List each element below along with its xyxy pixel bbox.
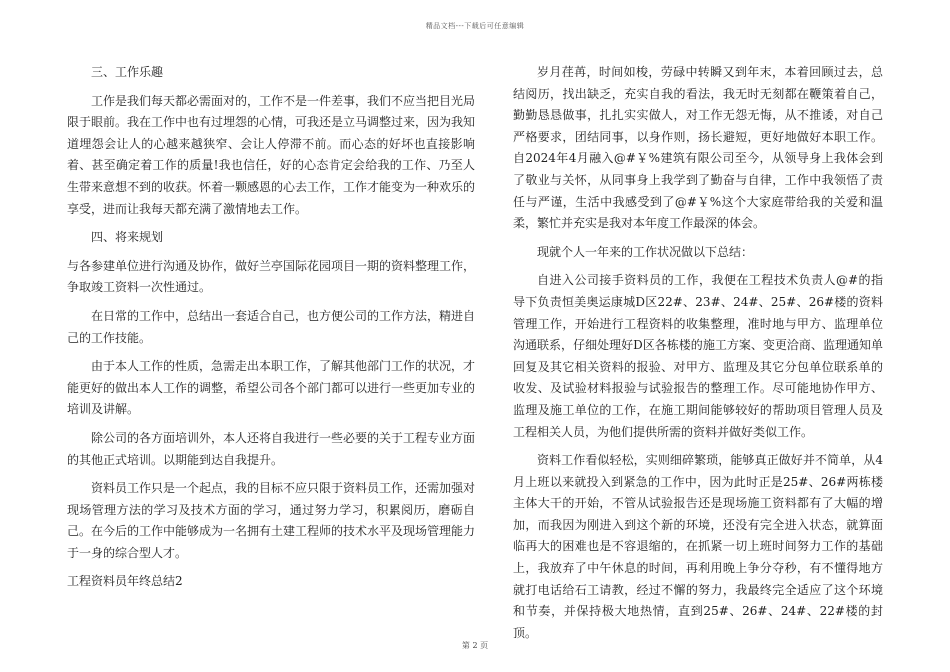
paragraph: 工作是我们每天都必需面对的，工作不是一件差事，我们不应当把目光局限于眼前。我在工作中也有过埋怨的心情，可我还是立马调整过来，因为我知道埋怨会让人的心越来越狭窄、会让人停滞不前。而心态的好坏也直接影响着、甚至确定着工作的质量!我也信任，好的心态肯定会给我的工作、乃至人生带来意想不到的收获。怀着一颗感恩的心去工作，工作才能变为一种欢乐的享受，进而让我每天都充满了激情地去工作。 [67, 93, 476, 216]
paragraph: 自进入公司接手资料员的工作，我便在工程技术负责人@#的指导下负责恒美奥运康城D区22#、23#、24#、25#、26#楼的资料管理工作，开始进行工程资料的收集整理，准时地与甲方、监理单位沟通联系，仔细处理好D区各栋楼的施工方案、变更洽商、监理通知单回复及其它相关资料的报验、对甲方、监理及其它分包单位联系单的收发、及试验材料报验与试验报告的整理工作。尽可能地协作甲方、监理及施工单位的工作，在施工期间能够较好的帮助项目管理人员及工程相关人员，为他们提供所需的资料并做好类似工作。 [513, 273, 883, 439]
right-column [513, 62, 883, 651]
paragraph: 在日常的工作中，总结出一套适合自己，也方便公司的工作方法，精进自己的工作技能。 [67, 308, 476, 345]
page-number: 第 2 页 [461, 641, 489, 650]
section-heading: 四、将来规划 [91, 230, 164, 245]
paragraph: 资料员工作只是一个起点，我的目标不应只限于资料员工作，还需加强对现场管理方法的学习及技术方面的学习，通过努力学习，积累阅历，磨砺自己。在今后的工作中能够成为一名拥有土建工程师的技术水平及现场管理能力于一身的综合型人才。 [67, 481, 476, 560]
page-header: 精品文档---下载后可任意编辑 [425, 22, 525, 30]
paragraph: 现就个人一年来的工作状况做以下总结： [537, 244, 754, 259]
left-column [67, 62, 475, 600]
section-heading: 三、工作乐趣 [91, 65, 164, 79]
paragraph: 除公司的各方面培训外，本人还将自我进行一些必要的关于工程专业方面的其他正式培训。以期能到达自我提升。 [67, 430, 476, 467]
paragraph: 资料工作看似轻松，实则细碎繁琐，能够真正做好并不简单，从4月上班以来就投入到紧急的工作中，因为此时正是25#、26#两栋楼主体大干的开始，不管从试验报告还是现场施工资料都有了大幅的增加，而我因为刚进入到这个新的环境，还没有完全进入状态，就算面临再大的困难也是不容退缩的，在抓紧一切上班时间努力工作的基础上，我放弃了中午休息的时间，再利用晚上争分夺秒，有不懂得地方就打电话给石工请教，经过不懈的努力，我最终完全适应了这个环境和节奏，并保持极大地热情，直到25#、26#、24#、22#楼的封顶。 [513, 453, 883, 640]
paragraph: 由于本人工作的性质，急需走出本职工作，了解其他部门工作的状况，才能更好的做出本人工作的调整，希望公司各个部门都可以进行一些更加专业的培训及讲解。 [67, 359, 476, 417]
paragraph: 岁月荏苒，时间如梭，劳碌中转瞬又到年末，本着回顾过去，总结阅历，找出缺乏，充实自我的看法，我无时无刻都在鞭策着自己，勤勤恳恳做事，扎扎实实做人，对工作无怨无悔，从不推诿，对自己严格要求，团结同事，以身作则，扬长避短，更好地做好本职工作。自2024年4月融入@#￥%建筑有限公司至今，从领导身上我体会到了敬业与关怀，从同事身上我学到了勤奋与自律，工作中我领悟了责任与严谨，生活中我感受到了@#￥%这个大家庭带给我的关爱和温柔，繁忙并充实是我对本年度工作最深的体会。 [513, 65, 883, 231]
paragraph: 与各参建单位进行沟通及协作，做好兰亭国际花园项目一期的资料整理工作，争取竣工资料一次性通过。 [67, 258, 476, 295]
paragraph: 工程资料员年终总结2 [67, 574, 183, 589]
